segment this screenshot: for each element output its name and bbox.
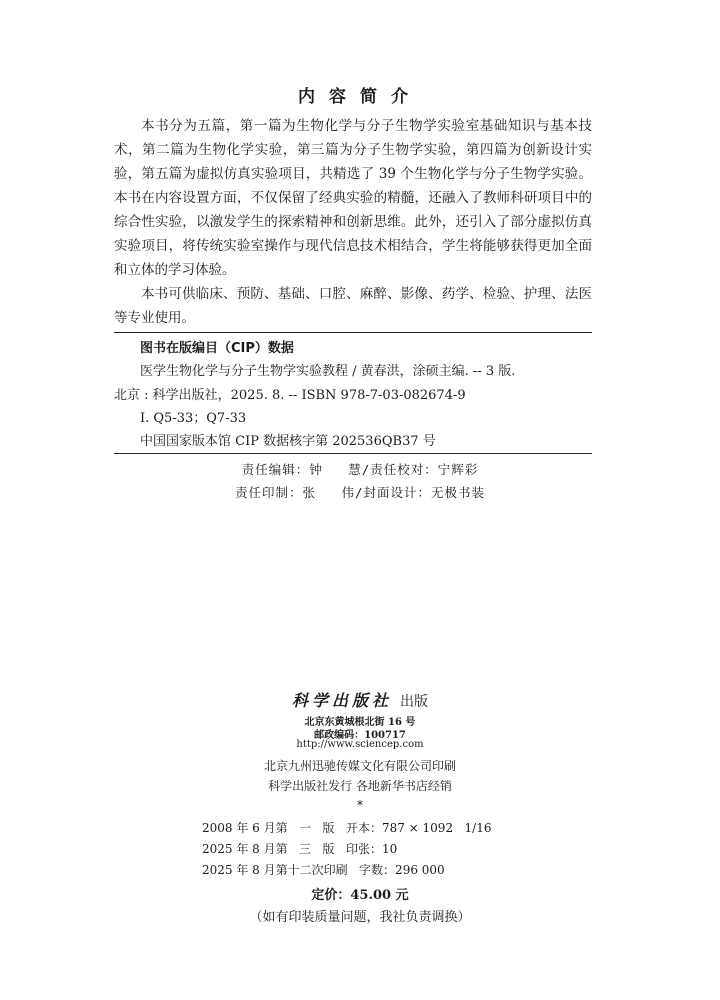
cip-title: 图书在版编目（CIP）数据	[140, 341, 294, 356]
cip-record-line: 中国国家版本馆 CIP 数据核字第 202536QB37 号	[140, 434, 436, 449]
publisher-url: http://www.sciencep.com	[296, 739, 424, 750]
intro-body	[114, 114, 592, 330]
intro-paragraph: 本书分为五篇，第一篇为生物化学与分子生物学实验室基础知识与基本技术，第二篇为生物化学实验，第三篇为分子生物学实验，第四篇为创新设计实验，第五篇为虚拟仿真实验项目，共精选了 39 个生物化学与分子生物学实验。本书在内容设置方面，不仅保留了经典实验的精髓，还融入了教师科研项目中的综合性实验，以激发学生的探索精神和创新思维。此外，还引入了部分虚拟仿真实验项目，将传统实验室操作与现代信息技术相结合，学生将能够获得更加全面和立体的学习体验。	[114, 118, 592, 278]
editor-credits: 责任编辑：钟 慧/责任校对：宁辉彩	[241, 462, 479, 477]
printer-line: 北京九州迅驰传媒文化有限公司印刷	[263, 759, 456, 773]
cip-publish-line: 北京 : 科学出版社，2025. 8. -- ISBN 978-7-03-082674-9	[114, 388, 466, 403]
cip-class-line: Ⅰ. Q5-33；Q7-33	[140, 411, 247, 426]
edition-line-1: 2008 年 6 月第 一 版 开本：787 × 1092 1/16	[202, 821, 492, 835]
edition-line-2: 2025 年 8 月第 三 版 印张：10	[202, 842, 398, 856]
cip-top-divider	[114, 332, 592, 333]
publisher-postcode: 邮政编码：100717	[314, 730, 406, 741]
print-credits: 责任印制：张 伟/封面设计：无极书装	[234, 485, 486, 500]
intro-title: 内容简介	[298, 87, 422, 107]
publisher-suffix: 出版	[400, 694, 428, 710]
intro-paragraph: 本书可供临床、预防、基础、口腔、麻醉、影像、药学、检验、护理、法医等专业使用。	[114, 286, 592, 326]
publisher-address: 北京东黄城根北街 16 号	[304, 717, 416, 728]
publisher-logo: 科学出版社	[291, 691, 392, 710]
quality-note: （如有印装质量问题，我社负责调换）	[249, 910, 471, 925]
distribution-line: 科学出版社发行 各地新华书店经销	[268, 779, 452, 793]
edition-line-3: 2025 年 8 月第十二次印刷 字数：296 000	[202, 863, 445, 877]
cip-bottom-divider	[114, 453, 592, 454]
cip-book-line: 医学生物化学与分子生物学实验教程 / 黄春洪，涂硕主编. -- 3 版.	[140, 364, 516, 379]
price: 定价：45.00 元	[311, 888, 409, 903]
separator-asterisk: *	[357, 798, 363, 812]
publisher-line	[0, 688, 720, 711]
